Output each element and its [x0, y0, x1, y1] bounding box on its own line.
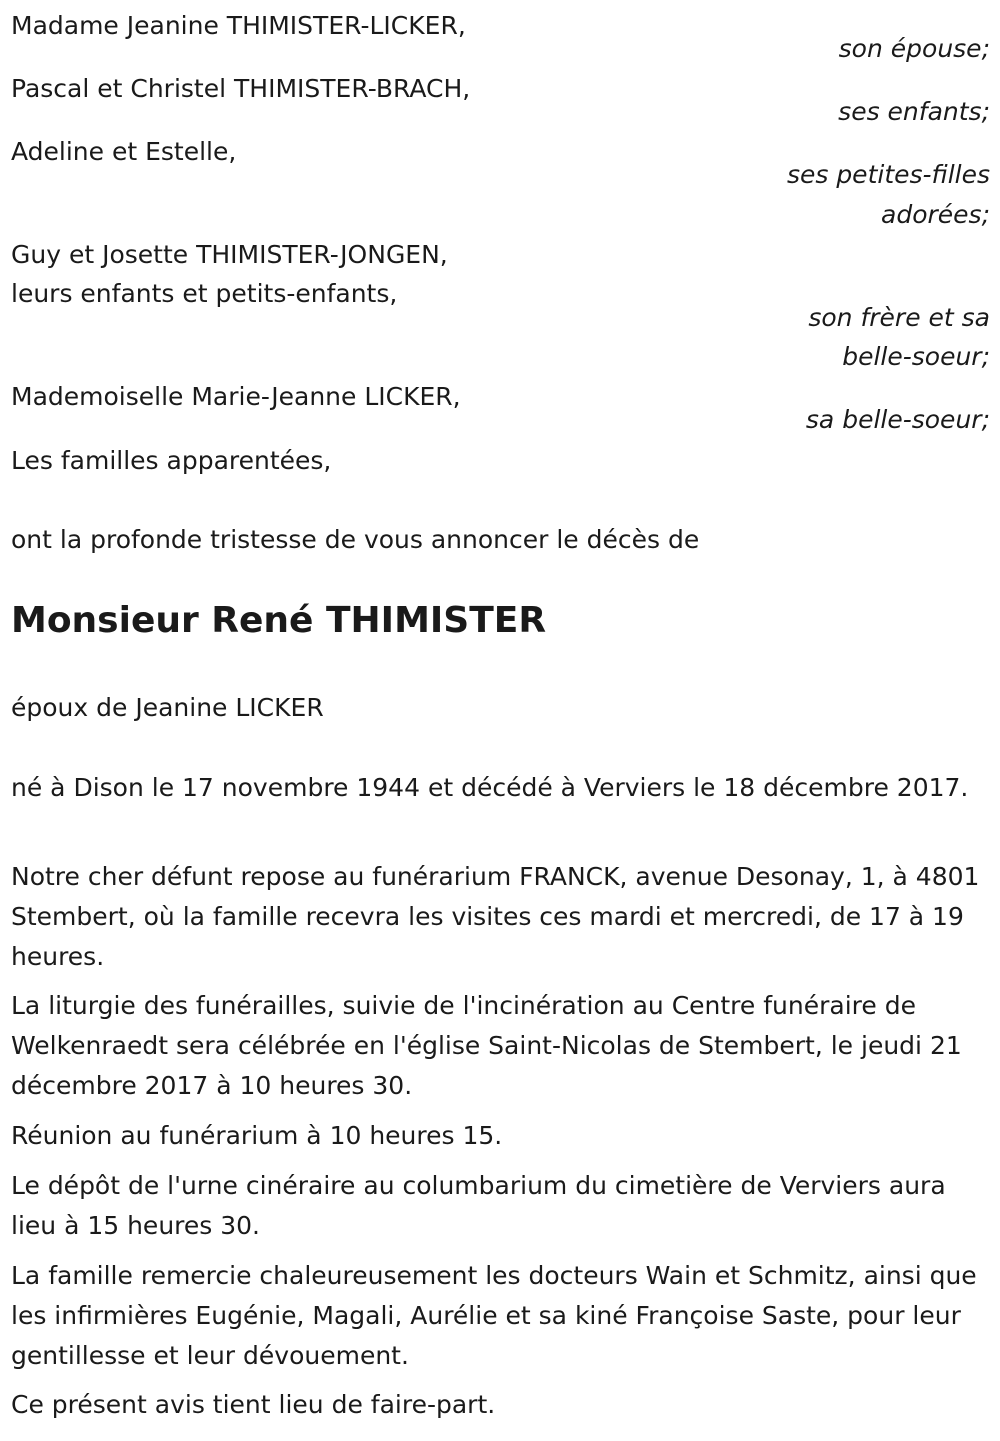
family-name-sister-in-law: Mademoiselle Marie-Jeanne LICKER,	[11, 382, 461, 411]
family-relation-brother-2: belle-soeur;	[842, 342, 990, 371]
announcement-text: ont la profonde tristesse de vous annoncer le décès de	[11, 525, 700, 554]
family-name-granddaughters: Adeline et Estelle,	[11, 137, 237, 166]
urn-paragraph: Le dépôt de l'urne cinéraire au columbarium du cimetière de Verviers aura lieu à 15 heures 30.	[11, 1171, 946, 1240]
thanks-paragraph: La famille remercie chaleureusement les docteurs Wain et Schmitz, ainsi que les infirmières Eugénie, Magali, Aurélie et sa kiné Françoise Saste, pour leur gentillesse et leur dévouement.	[11, 1261, 977, 1370]
closing-paragraph: Ce présent avis tient lieu de faire-part.	[11, 1390, 496, 1419]
meeting-paragraph: Réunion au funérarium à 10 heures 15.	[11, 1121, 503, 1150]
deceased-name: Monsieur René THIMISTER	[11, 600, 547, 641]
family-relation-granddaughters-1: ses petites-filles	[786, 160, 990, 189]
family-relation-children: ses enfants;	[838, 97, 990, 126]
family-name-spouse: Madame Jeanine THIMISTER-LICKER,	[11, 11, 466, 40]
family-name-brother: Guy et Josette THIMISTER-JONGEN,	[11, 240, 448, 269]
spouse-line: époux de Jeanine LICKER	[11, 693, 324, 722]
family-name-relatives: Les familles apparentées,	[11, 446, 332, 475]
family-name-brother-children: leurs enfants et petits-enfants,	[11, 279, 398, 308]
family-relation-sister-in-law: sa belle-soeur;	[805, 405, 990, 434]
family-name-children: Pascal et Christel THIMISTER-BRACH,	[11, 74, 471, 103]
family-relation-granddaughters-2: adorées;	[881, 200, 990, 229]
visitation-paragraph: Notre cher défunt repose au funérarium FRANCK, avenue Desonay, 1, à 4801 Stembert, où la famille recevra les visites ces mardi et mercredi, de 17 à 19 heures.	[11, 862, 980, 971]
family-relation-brother-1: son frère et sa	[808, 303, 990, 332]
liturgy-paragraph: La liturgie des funérailles, suivie de l'incinération au Centre funéraire de Welkenraedt sera célébrée en l'église Saint-Nicolas de Stembert, le jeudi 21 décembre 2017 à 10 heures 30.	[11, 991, 962, 1100]
birth-death-paragraph: né à Dison le 17 novembre 1944 et décédé à Verviers le 18 décembre 2017.	[11, 773, 969, 802]
family-relation-spouse: son épouse;	[838, 34, 990, 63]
